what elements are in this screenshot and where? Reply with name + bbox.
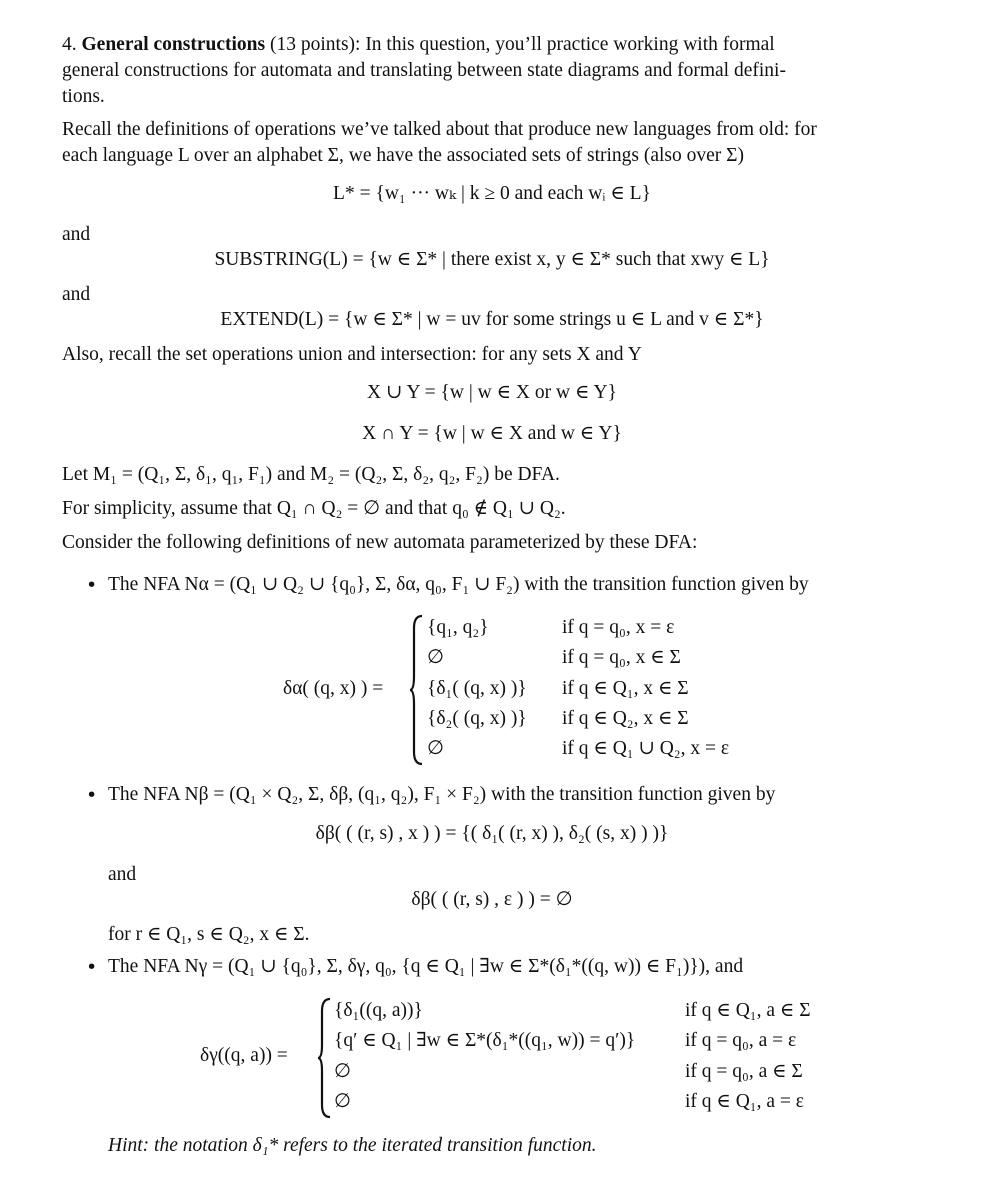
intro-line-3: tions. (62, 86, 105, 107)
alpha-case-5-condition: if q ∈ Q₁ ∪ Q₂, x = ε (562, 738, 730, 759)
delta-beta-epsilon-equation: δβ( ( (r, s) , ε ) ) = ∅ (411, 889, 573, 910)
gamma-case-4-condition: if q ∈ Q₁, a = ε (685, 1091, 804, 1112)
delta-alpha-lhs: δα( (q, x) ) = (283, 678, 384, 699)
alpha-case-4-value: {δ₂( (q, x) )} (427, 708, 527, 729)
gamma-case-2-condition: if q = q₀, a = ε (685, 1030, 797, 1051)
alpha-case-2-value: ∅ (427, 647, 444, 668)
recall-line-1: Recall the definitions of operations we’ve talked about that produce new languages from old: for (62, 119, 817, 140)
alpha-cases-brace (410, 614, 424, 766)
alpha-case-4-condition: if q ∈ Q₂, x ∈ Σ (562, 708, 689, 729)
consider-line: Consider the following definitions of new automata parameterized by these DFA: (62, 532, 698, 553)
delta-gamma-lhs: δγ((q, a)) = (200, 1045, 288, 1066)
alpha-case-3-value: {δ₁( (q, x) )} (427, 678, 527, 699)
gamma-case-4-value: ∅ (334, 1091, 351, 1112)
alpha-case-1-value: {q₁, q₂} (427, 617, 489, 638)
simplicity-line: For simplicity, assume that Q₁ ∩ Q₂ = ∅ and that q₀ ∉ Q₁ ∪ Q₂. (62, 498, 566, 519)
recall-line-2: each language L over an alphabet Σ, we have the associated sets of strings (also over Σ) (62, 145, 745, 166)
intersection-equation: X ∩ Y = {w | w ∈ X and w ∈ Y} (362, 423, 622, 444)
nfa-gamma-intro: The NFA Nγ = (Q₁ ∪ {q₀}, Σ, δγ, q₀, {q ∈ Q₁ | ∃w ∈ Σ*(δ₁*((q, w)) ∈ F₁)}), and (108, 956, 744, 977)
substring-equation: SUBSTRING(L) = {w ∈ Σ* | there exist x, y ∈ Σ* such that xwy ∈ L} (214, 249, 770, 270)
question-title: General constructions (81, 34, 266, 55)
bullet-gamma: • (86, 956, 98, 978)
and-word-1: and (62, 224, 91, 245)
union-equation: X ∪ Y = {w | w ∈ X or w ∈ Y} (367, 382, 617, 403)
question-points: (13 points): In this question, you’ll practice working with formal (269, 34, 775, 55)
intro-line-2: general constructions for automata and translating between state diagrams and formal defini- (62, 60, 786, 81)
alpha-case-3-condition: if q ∈ Q₁, x ∈ Σ (562, 678, 689, 699)
and-word-2: and (62, 284, 91, 305)
alpha-case-2-condition: if q = q₀, x ∈ Σ (562, 647, 681, 668)
beta-domain-line: for r ∈ Q₁, s ∈ Q₂, x ∈ Σ. (108, 924, 310, 945)
gamma-case-1-value: {δ₁((q, a))} (334, 1000, 423, 1021)
kleene-star-equation: L* = {w₁ ··· wₖ | k ≥ 0 and each wᵢ ∈ L} (333, 183, 651, 204)
alpha-case-1-condition: if q = q₀, x = ε (562, 617, 675, 638)
delta-beta-equation: δβ( ( (r, s) , x ) ) = {( δ₁( (r, x) ), δ₂( (s, x) ) )} (315, 823, 669, 844)
gamma-case-3-condition: if q = q₀, a ∈ Σ (685, 1061, 803, 1082)
bullet-beta: • (86, 784, 98, 806)
nfa-alpha-intro: The NFA Nα = (Q₁ ∪ Q₂ ∪ {q₀}, Σ, δα, q₀, F₁ ∪ F₂) with the transition function given by (108, 574, 809, 595)
gamma-cases-brace (318, 997, 332, 1119)
extend-equation: EXTEND(L) = {w ∈ Σ* | w = uv for some strings u ∈ L and v ∈ Σ*} (220, 309, 764, 330)
gamma-case-2-value: {q′ ∈ Q₁ | ∃w ∈ Σ*(δ₁*((q₁, w)) = q′)} (334, 1030, 636, 1051)
gamma-case-1-condition: if q ∈ Q₁, a ∈ Σ (685, 1000, 811, 1021)
bullet-alpha: • (86, 574, 98, 596)
hint-line: Hint: the notation δ₁* refers to the iterated transition function. (108, 1135, 597, 1156)
alpha-case-5-value: ∅ (427, 738, 444, 759)
and-word-3: and (108, 864, 137, 885)
question-number: 4. (62, 34, 77, 55)
nfa-beta-intro: The NFA Nβ = (Q₁ × Q₂, Σ, δβ, (q₁, q₂), F₁ × F₂) with the transition function given by (108, 784, 776, 805)
question-heading (62, 32, 775, 58)
gamma-case-3-value: ∅ (334, 1061, 351, 1082)
set-operations-intro: Also, recall the set operations union and intersection: for any sets X and Y (62, 344, 642, 365)
let-dfa-line: Let M₁ = (Q₁, Σ, δ₁, q₁, F₁) and M₂ = (Q₂, Σ, δ₂, q₂, F₂) be DFA. (62, 464, 560, 485)
